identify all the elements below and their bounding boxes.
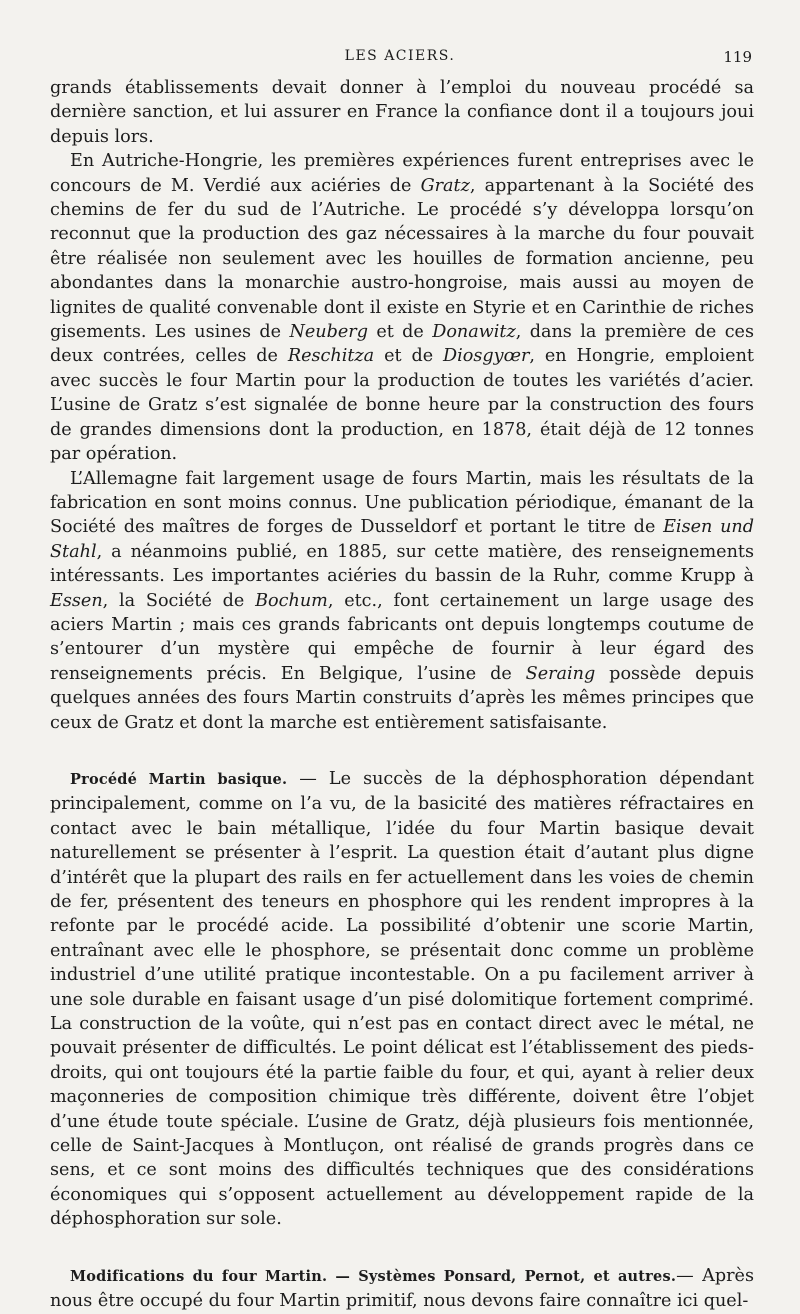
running-title: LES ACIERS. bbox=[344, 48, 456, 64]
paragraph-3 bbox=[50, 467, 754, 735]
section-heading-modifications: Modifications du four Martin. — Systèmes Ponsard, Pernot, et autres. bbox=[70, 1267, 677, 1285]
text-run: , etc., font certainement un large usage des aciers Martin ; mais ces grands fabricants ont depuis longtemps coutume de s’entourer d’un mystère qui empêche de fournir à leur égard des renseignements précis. En Belgique, l’usine de bbox=[50, 590, 754, 684]
place-name: Donawitz bbox=[432, 322, 516, 343]
place-name: Bochum bbox=[255, 590, 328, 611]
section-heading-martin-basique: Procédé Martin basique. bbox=[70, 770, 288, 788]
text-run: En Autriche-Hongrie, les premières expériences furent entreprises avec le concours de M. Verdié aux aciéries de bbox=[50, 151, 754, 196]
text-run: , la Société de bbox=[102, 590, 256, 611]
text-run: possède depuis quelques années des fours Martin construits d’après les mêmes principes que ceux de Gratz et dont la marche est entièrement satisfaisante. bbox=[50, 663, 755, 733]
paragraph-2 bbox=[50, 149, 754, 466]
text-run: , en Hongrie, emploient avec succès le four Martin pour la production de toutes les variétés d’acier. L’usine de Gratz s’est signalée de bonne heure par la construction des fours de grandes dimensions dont la production, en 1878, était déjà de 12 tonnes par opération. bbox=[50, 346, 754, 465]
text-run: L’Allemagne fait largement usage de fours Martin, mais les résultats de la fabrication en sont moins connus. Une publication périodique, émanant de la Société des maîtres de forges de Dusseldorf et portant le titre de bbox=[50, 468, 754, 538]
page-number: 119 bbox=[723, 48, 752, 66]
place-name: Neuberg bbox=[289, 322, 368, 343]
running-head bbox=[48, 48, 752, 70]
text-run: , appartenant à la Société des chemins de fer du sud de l’Autriche. Le procédé s’y développa lorsqu’on reconnut que la production des gaz nécessaires à la marche du four pouvait être réalisée non seulement avec les houilles de formation ancienne, peu abondantes dans la monarchie austro-hongroise, mais aussi au moyen de lignites de qualité convenable dont il existe en Styrie et en Carinthie de riches gisements. Les usines de bbox=[50, 175, 754, 343]
place-name: Reschitza bbox=[287, 346, 375, 367]
place-name: Seraing bbox=[525, 663, 596, 684]
text-run: et de bbox=[374, 346, 444, 367]
paragraph-5 bbox=[50, 1264, 754, 1314]
paragraph-4 bbox=[50, 767, 754, 1232]
publication-title: Eisen und Stahl bbox=[50, 517, 754, 562]
text-run: , a néanmoins publié, en 1885, sur cette matière, des renseignements intéressants. Les importantes aciéries du bassin de la Ruhr, comme Krupp à bbox=[50, 541, 754, 587]
place-name: Essen bbox=[50, 590, 103, 611]
text-run: et de bbox=[367, 322, 433, 343]
text-run: — Après nous être occupé du four Martin primitif, nous devons faire connaître ici quel- bbox=[50, 1265, 754, 1312]
paragraph-1: grands établissements devait donner à l’emploi du nouveau procédé sa dernière sanction, et lui assurer en France la confiance dont il a toujours joui depuis lors. bbox=[50, 78, 754, 147]
place-name: Gratz bbox=[420, 175, 470, 196]
place-name: Diosgyœr bbox=[443, 346, 530, 367]
text-run: — Le succès de la déphosphoration dépendant principalement, comme on l’a vu, de la basicité des matières réfractaires en contact avec le bain métallique, l’idée du four Martin basique devait naturellement se présenter à l’esprit. La question était d’autant plus digne d’intérêt que la plupart des rails en fer actuellement dans les voies de chemin de fer, présentent des teneurs en phosphore qui les rendent impropres à la refonte par le procédé acide. La possibilité d’obtenir une scorie Martin, entraînant avec elle le phosphore, se présentait donc comme un problème industriel d’une utilité pratique incontestable. On a pu facilement arriver à une sole durable en faisant usage d’un pisé dolomitique fortement comprimé. La construction de la voûte, qui n’est pas en contact direct avec le métal, ne pouvait présenter de difficultés. Le point délicat est l’établissement des pieds-droits, qui ont toujours été la partie faible du four, et qui, ayant à relier deux maçonneries de composition chimique très différente, doivent être l’objet d’une étude toute spéciale. L’usine de Gratz, déjà plusieurs fois mentionnée, celle de Saint-Jacques à Montluçon, ont réalisé de grands progrès dans ce sens, et ce sont moins des difficultés techniques que des considérations économiques qui s’opposent actuellement au développement rapide de la déphosphoration sur sole. bbox=[50, 768, 754, 1230]
body-text bbox=[50, 76, 754, 1314]
text-run: , dans la première de ces deux contrées, celles de bbox=[50, 322, 754, 367]
